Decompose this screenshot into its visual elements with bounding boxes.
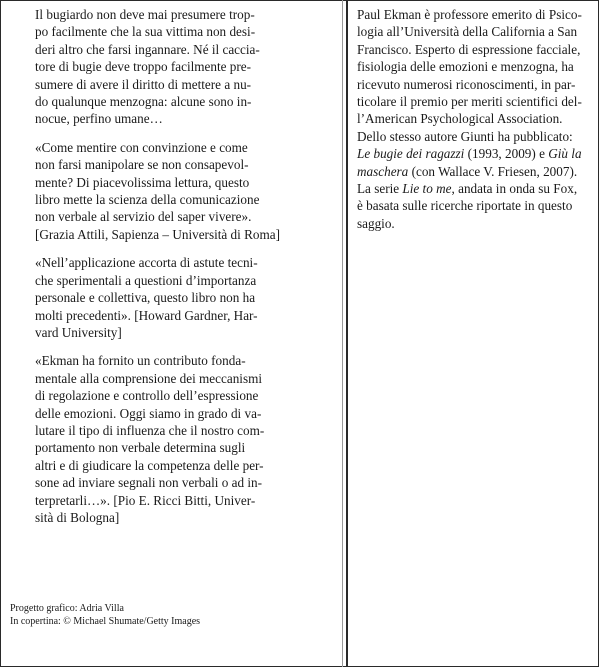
quote-gardner — [35, 254, 331, 341]
text-line: po facilmente che la sua vittima non desi- — [35, 24, 256, 40]
text-line: altri e di giudicare la competenza delle per- — [35, 457, 264, 473]
book-title: Le bugie dei ragazzi — [357, 146, 465, 162]
text-line: sità di Bologna] — [35, 509, 120, 525]
text-line: non farsi manipolare se non consapevol- — [35, 157, 249, 173]
fold-line — [347, 0, 348, 667]
text-line: sumere di avere il diritto di mettere a nu- — [35, 76, 252, 92]
text-line: ticolare il premio per meriti scientifici del- — [357, 94, 582, 110]
text-line: «Nell’applicazione accorta di astute tecni- — [35, 255, 258, 271]
books-line — [357, 145, 593, 162]
series-title: Lie to me — [402, 181, 452, 197]
text-line: sone ad inviare segnali non verbali o ad in- — [35, 475, 263, 491]
books-line — [357, 163, 593, 180]
book-years: (1993, 2009) e — [464, 146, 549, 162]
text-line: deri altro che farsi ingannare. Né il caccia- — [35, 41, 260, 57]
credits — [10, 602, 330, 628]
text-line: che sperimentali a questioni d’importanza — [35, 272, 257, 288]
fold-crease — [342, 0, 343, 667]
text-line: ricevuto numerosi riconoscimenti, in par- — [357, 76, 576, 92]
text-line: Paul Ekman è professore emerito di Psico- — [357, 7, 582, 22]
book-note: (con Wallace V. Friesen, 2007). — [408, 163, 578, 179]
cover-credit: In copertina: © Michael Shumate/Getty Images — [10, 616, 201, 627]
text-line: Francisco. Esperto di espressione facciale, — [357, 41, 581, 57]
text-line: saggio. — [357, 215, 395, 231]
text-line: mente? Di piacevolissima lettura, questo — [35, 174, 250, 190]
other-books — [357, 128, 593, 180]
text-line: l’American Psychological Association. — [357, 111, 563, 127]
text-line: libro mette la scienza della comunicazione — [35, 192, 260, 208]
quote-attili — [35, 139, 331, 243]
text-line: «Come mentire con convinzione e come — [35, 139, 248, 155]
text-line: [Grazia Attili, Sapienza – Università di Roma] — [35, 226, 280, 242]
author-bio — [357, 6, 593, 128]
series-line — [357, 180, 593, 197]
text-line: molti precedenti». [Howard Gardner, Har- — [35, 307, 258, 323]
text-line: terpretarli…». [Pio E. Ricci Bitti, Univer- — [35, 492, 256, 508]
text-line: nocue, perfino umane… — [35, 111, 163, 127]
tv-series — [357, 180, 593, 232]
text-line: fisiologia delle emozioni e menzogna, ha — [357, 59, 574, 75]
left-column — [35, 6, 331, 526]
quote-ricci-bitti — [35, 352, 331, 526]
book-title: Giù la — [548, 146, 582, 162]
text-line: Il bugiardo non deve mai presumere trop- — [35, 7, 255, 22]
text-line: vard University] — [35, 324, 122, 340]
text-line: non verbale al servizio del saper vivere». — [35, 209, 252, 225]
text-line: è basata sulle ricerche riportate in questo — [357, 198, 573, 214]
text-line: do qualunque menzogna: alcune sono in- — [35, 94, 252, 110]
text-line: logia all’Università della California a San — [357, 24, 578, 40]
series-post: , andata in onda su Fox, — [451, 181, 578, 197]
text-line: «Ekman ha fornito un contributo fonda- — [35, 353, 246, 369]
right-column — [357, 6, 593, 232]
books-intro: Dello stesso autore Giunti ha pubblicato: — [357, 128, 573, 144]
series-pre: La serie — [357, 181, 403, 197]
book-title: maschera — [357, 163, 409, 179]
text-line: portamento non verbale determina sugli — [35, 440, 246, 456]
intro-paragraph — [35, 6, 331, 128]
text-line: delle emozioni. Oggi siamo in grado di va- — [35, 405, 262, 421]
design-credit: Progetto grafico: Adria Villa — [10, 603, 124, 614]
text-line: personale e collettiva, questo libro non ha — [35, 290, 256, 306]
text-line: di regolazione e controllo dell’espressione — [35, 388, 259, 404]
text-line: lutare il tipo di influenza che il nostro com- — [35, 422, 265, 438]
text-line: mentale alla comprensione dei meccanismi — [35, 370, 263, 386]
text-line: tore di bugie deve troppo facilmente pre- — [35, 59, 252, 75]
